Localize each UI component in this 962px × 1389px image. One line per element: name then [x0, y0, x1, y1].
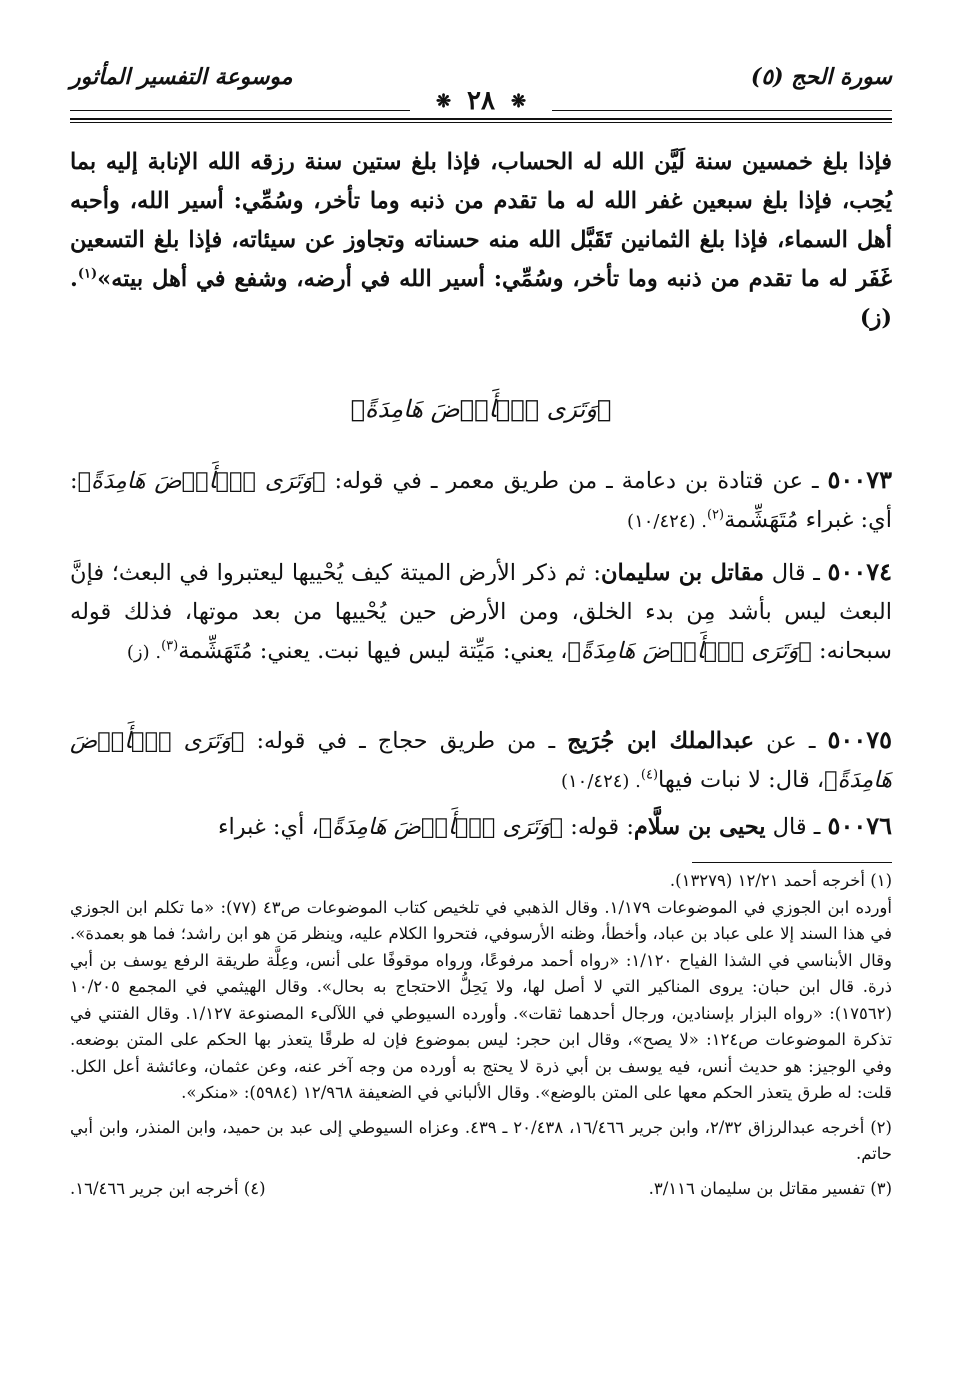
footnote-3: (٣) تفسير مقاتل بن سليمان ٣/١١٦.: [648, 1178, 892, 1198]
entry-number: ٥٠٠٧٦: [827, 811, 892, 840]
book-title: موسوعة التفسير المأثور: [70, 64, 293, 90]
entry-50075: [70, 720, 892, 801]
entry-text: ـ قال: [765, 814, 828, 840]
footnote-4: (٤) أخرجه ابن جرير ١٦/٤٦٦.: [70, 1178, 266, 1198]
entry-text: ـ عن: [754, 728, 828, 754]
entry-50076: [70, 806, 892, 847]
footnote-1: [70, 868, 892, 1107]
footnote-1-commentary: أورده ابن الجوزي في الموضوعات ١/١٧٩. وقال الذهبي في تلخيص كتاب الموضوعات ص٤٣ (٧٧): «ما تكلم ابن الجوزي في هذا السند إلا على عباد بن عباد، وأخطأ، وظنه الأرسوفي، فتحروا الكلام عليه، وينظر مَن هو ابن راشد؛ فما هو بعمدة». وقال الأبناسي في الشذا الفياح ١/١٢٠: «رواه أحمد مرفوعًا، ورواه موقوفًا على أنس، وعِلَّة طريقة الرفع يوسف بن أبي ذرة. قال ابن حبان: يروى المناكير التي لا أصل لها، ولا يَحِلُّ الاحتجاج به بحال». وقال الهيثمي في المجمع ١٠/٢٠٥ (١٧٥٦٢): «رواه البزار بإسنادين، ورجال أحدهما ثقات». وأورده السيوطي في اللآلىء المصنوعة ١/١٢٧. وقال الفتني في تذكرة الموضوعات ص١٢٤: «لا يصح»، وقال ابن حجر: ليس بموضوع فإن له طرقًا يتعذر بها الحكم على المتن بوضعه. وفي الوجيز: هو حديث أنس، فيه يوسف بن أبي ذرة لا يحتج به أورده من وجه آخر عنه، وعن عثمان، وعائشة أعل الكل. قلت: له طرق يتعذر الحكم معها على المتن بالوضع». وقال الألباني في الضعيفة ١٢/٩٦٨ (٥٩٨٤): «منكر».: [70, 897, 892, 1102]
ornament-icon: ❋: [435, 90, 452, 112]
header-divider: [70, 110, 410, 111]
narrator-name: مقاتل بن سليمان: [600, 560, 765, 586]
page-number: ٢٨: [467, 86, 495, 116]
entry-number: ٥٠٠٧٥: [827, 725, 892, 754]
surah-header: سورة الحج (٥): [750, 64, 892, 90]
footnote-ref: (٤): [640, 767, 659, 783]
page-number-row: [436, 86, 526, 116]
footnote-ref: (٣): [161, 638, 179, 654]
entry-text: ـ من طريق حجاج ـ في قوله:: [244, 728, 568, 754]
footnote-row: [70, 1176, 892, 1203]
verse-quote: ﴿وَتَرَى ٱلۡأَرۡضَ هَامِدَةً﴾: [70, 728, 892, 793]
entry-text: : أي: غبراء مُتَهَشِّمة: [70, 468, 892, 533]
entry-50074: [70, 552, 892, 672]
volume-ref: . (١٠/٤٢٤): [627, 511, 707, 532]
header-rule: [70, 118, 892, 120]
ornament-icon: ❋: [510, 90, 527, 112]
verse-quote: ﴿وَتَرَى ٱلۡأَرۡضَ هَامِدَةً﴾: [567, 638, 812, 664]
verse-heading: ﴿وَتَرَى ٱلۡأَرۡضَ هَامِدَةً﴾: [350, 395, 612, 423]
header-divider: [552, 110, 892, 111]
footnote-divider: [692, 862, 892, 863]
intro-paragraph: [70, 143, 892, 338]
entry-number: ٥٠٠٧٣: [827, 465, 892, 494]
intro-text: فإذا بلغ خمسين سنة لَيَّن الله له الحساب، فإذا بلغ ستين سنة رزقه الله الإنابة إليه بما يُحِب، فإذا بلغ سبعين غفر الله له ما تقدم من ذنبه وما تأخر، وسُمِّي: أسير الله، وأحبه أهل السماء، فإذا بلغ الثمانين تَقَبَّل الله منه حسناته وتجاوز عن سيئاته، فإذا بلغ التسعين غَفَر له ما تقدم من ذنبه وما تأخر، وسُمِّي: أسير الله في أرضه، وشفع في أهل بيته»: [70, 149, 892, 292]
footnote-1-source: (١) أخرجه أحمد ١٢/٢١ (١٣٢٧٩).: [669, 871, 892, 890]
entry-text: : ثم ذكر الأرض الميتة كيف يُحْييها ليعتبروا في البعث؛ فإنَّ البعث ليس بأشد مِن بدء الخلق، ومن الأرض حين يُحْييها من بعد موتها، فذلك قوله سبحانه:: [70, 560, 892, 664]
entry-text: ـ قال: [764, 560, 828, 586]
volume-ref: . (١٠/٤٢٤): [560, 771, 641, 792]
footnote-ref: (١): [77, 266, 98, 282]
footnotes: [70, 868, 892, 1202]
verse-quote: ﴿وَتَرَى ٱلۡأَرۡضَ هَامِدَةً﴾: [318, 814, 564, 840]
verse-quote: ﴿وَتَرَى ٱلۡأَرۡضَ هَامِدَةً﴾: [77, 468, 326, 494]
footnote-ref: (٢): [706, 507, 725, 523]
entry-50073: [70, 460, 892, 541]
book-page: [70, 0, 892, 1389]
entry-text: ، أي: غبراء: [217, 814, 319, 840]
entry-number: ٥٠٠٧٤: [827, 557, 892, 586]
volume-ref: . (ز): [126, 642, 162, 663]
entry-text: : قوله:: [563, 814, 634, 840]
entry-text: ، قال: لا نبات فيها: [658, 767, 825, 793]
entry-text: ـ عن قتادة بن دعامة ـ من طريق معمر ـ في قوله:: [325, 468, 828, 494]
narrator-name: عبدالملك ابن جُرَيج: [567, 728, 755, 754]
footnote-2: (٢) أخرجه عبدالرزاق ٢/٣٢، وابن جرير ١٦/٤٦٦، ٢٠/٤٣٨ ـ ٤٣٩. وعزاه السيوطي إلى عبد بن حميد، وابن المنذر، وابن أبي حاتم.: [70, 1117, 892, 1163]
intro-tail: . (ز): [70, 266, 892, 331]
entry-text: ، يعني: مَيِّتة ليس فيها نبت. يعني: مُتَهَشِّمة: [178, 638, 568, 664]
page-header: [70, 62, 892, 116]
header-rule: [70, 122, 892, 123]
narrator-name: يحيى بن سلَّام: [633, 814, 766, 840]
